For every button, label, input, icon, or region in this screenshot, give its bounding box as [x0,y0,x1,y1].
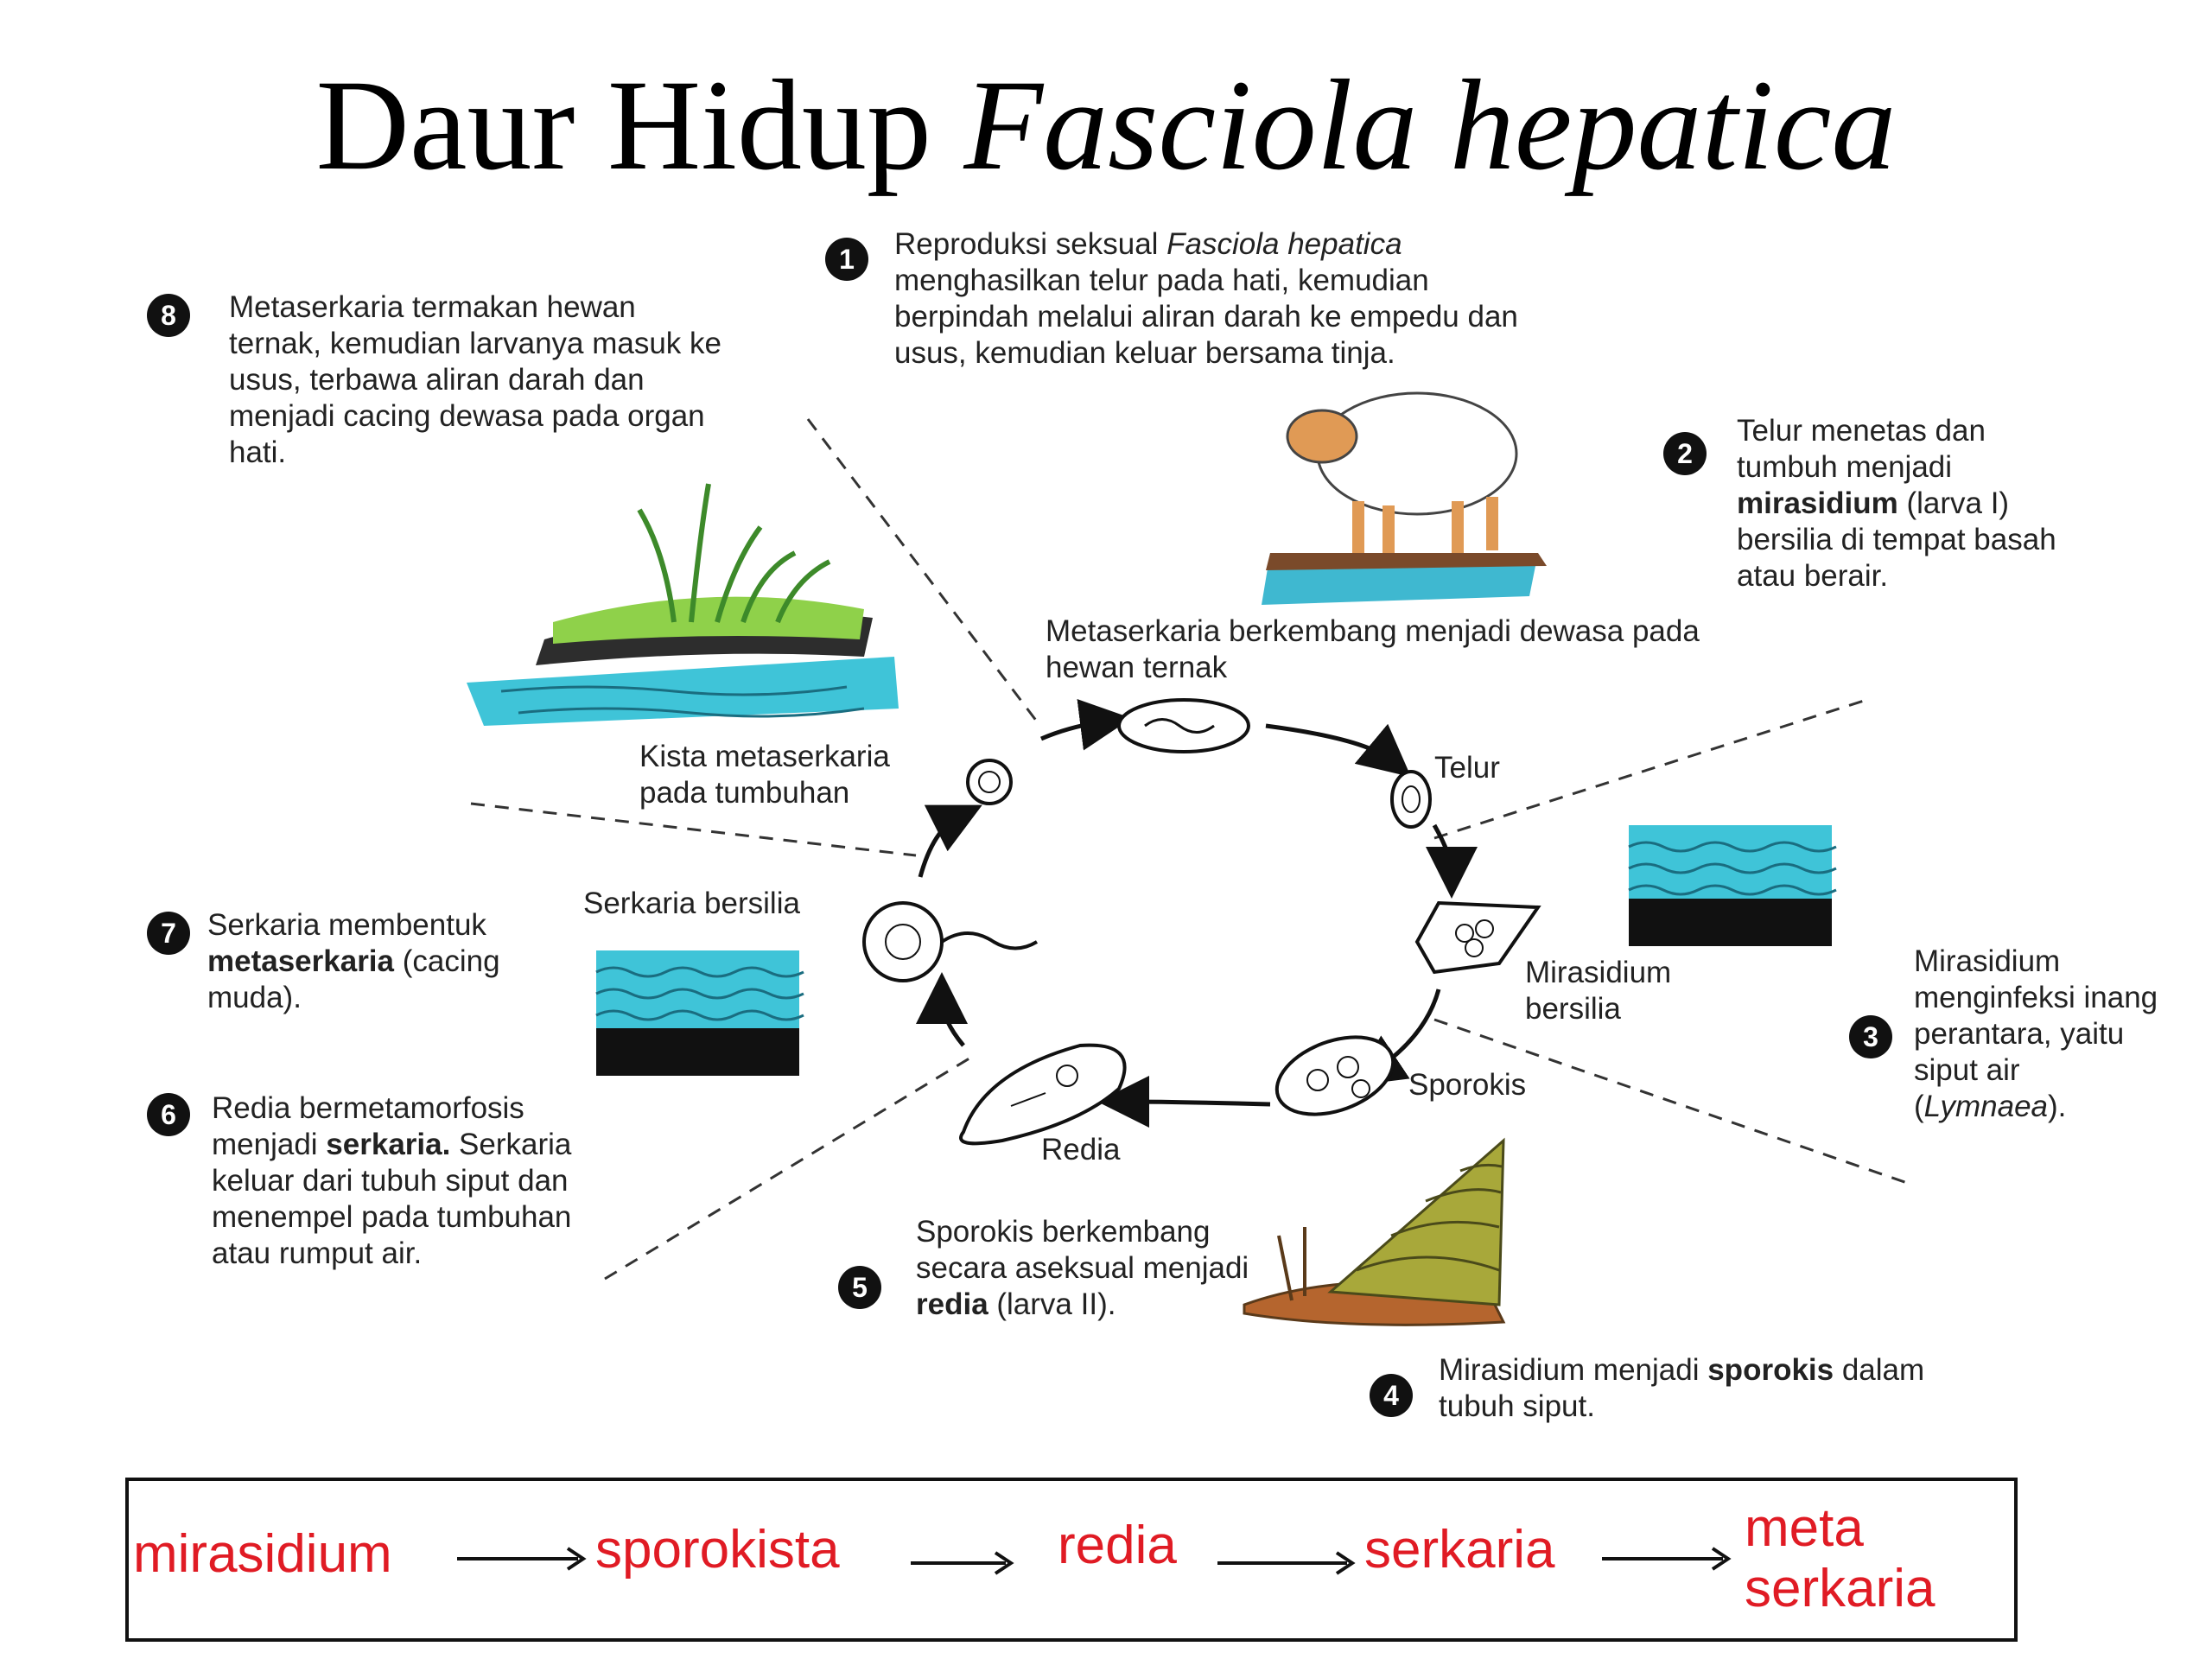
title-italic: Fasciola hepatica [963,54,1897,197]
step-6-marker: 6 [147,1093,190,1136]
step-3-marker: 3 [1849,1015,1892,1058]
step-2-marker: 2 [1663,432,1707,475]
sheep-illustration [1262,393,1547,605]
stage-adult-fluke [1119,700,1249,752]
step-7-marker: 7 [147,912,190,955]
label-sporokis: Sporokis [1408,1068,1527,1102]
flow-item-redia: redia [1058,1516,1177,1575]
stage-egg [1392,772,1430,827]
stage-metacercaria-cyst [968,760,1011,804]
label-redia: Redia [1041,1133,1121,1166]
step-3-text: Mirasidium menginfeksi inang perantara, yaitu siput air (Lymnaea). [1914,944,2158,1123]
step-7-text: Serkaria membentuk metaserkaria (cacing muda). [207,908,500,1014]
flow-arrow-1 [457,1541,587,1576]
grass-pond-illustration [467,484,899,726]
snail-illustration [1244,1141,1503,1325]
flow-item-meta: meta [1745,1498,1864,1558]
step-5-text: Sporokis berkembang secara aseksual menjadi redia (larva II). [916,1215,1249,1321]
step-5-marker: 5 [838,1266,881,1309]
step-8-marker: 8 [147,294,190,337]
stage-cercaria [864,903,1037,981]
step-2-text: Telur menetas dan tumbuh menjadi mirasidium (larva I) bersilia di tempat basah atau berair. [1737,414,2056,593]
flow-item-mirasidium: mirasidium [133,1524,392,1584]
label-serkaria: Serkaria bersilia [583,887,800,920]
stage-redia [961,1046,1125,1144]
water-box-right [1629,825,1836,946]
label-mirasidium: Mirasidium bersilia [1525,956,1672,1026]
flow-arrow-3 [1217,1546,1356,1580]
label-kista: Kista metaserkaria pada tumbuhan [639,740,890,810]
step-6-text: Redia bermetamorfosis menjadi serkaria. Serkaria keluar dari tubuh siput dan menempel pada tumbuhan atau rumput air. [212,1091,572,1270]
step-4-text: Mirasidium menjadi sporokis dalam tubuh siput. [1439,1353,1925,1423]
flow-arrow-4 [1602,1541,1732,1576]
title-main: Daur Hidup [315,54,931,197]
stage-miracidium [1417,903,1538,972]
flow-summary-box [125,1478,2018,1642]
stage-sporocyst [1267,1022,1404,1128]
label-telur: Telur [1434,751,1500,785]
label-adult: Metaserkaria berkembang menjadi dewasa pada hewan ternak [1046,614,1700,684]
flow-item-meta-serkaria: serkaria [1745,1559,1936,1618]
step-1-text: Reproduksi seksual Fasciola hepatica menghasilkan telur pada hati, kemudian berpindah melalui aliran darah ke empedu dan usus, kemudian keluar bersama tinja. [894,227,1518,370]
flow-item-sporokista: sporokista [595,1520,840,1580]
step-8-text: Metaserkaria termakan hewan ternak, kemudian larvanya masuk ke usus, terbawa aliran darah dan menjadi cacing dewasa pada organ hati. [229,290,721,469]
step-4-marker: 4 [1370,1374,1413,1417]
step-1-marker: 1 [825,238,868,281]
flow-arrow-2 [911,1546,1014,1580]
flow-item-serkaria: serkaria [1364,1520,1555,1580]
water-box-left [596,950,804,1076]
